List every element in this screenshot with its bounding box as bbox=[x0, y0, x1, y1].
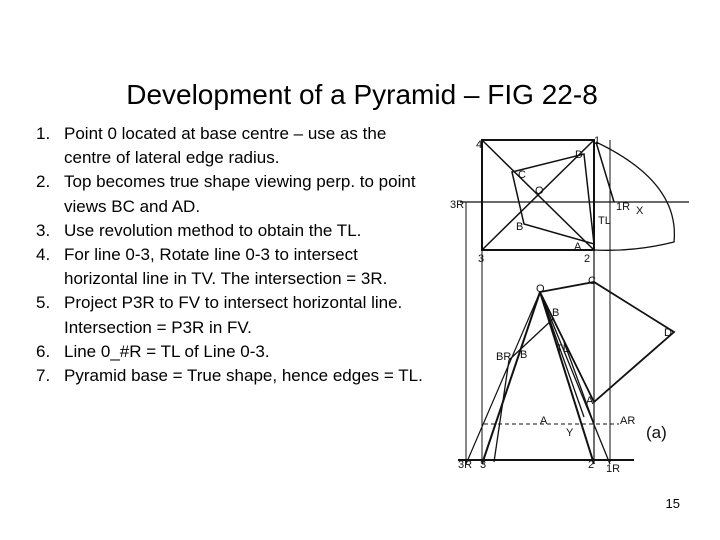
svg-text:3: 3 bbox=[478, 253, 485, 265]
step-item bbox=[34, 170, 434, 218]
svg-text:2: 2 bbox=[588, 459, 595, 471]
steps-list bbox=[34, 122, 434, 388]
top-view-inner-square bbox=[512, 154, 594, 244]
svg-text:D: D bbox=[664, 327, 672, 339]
step-text: Point 0 located at base centre – use as the centre of lateral edge radius. bbox=[64, 124, 387, 168]
step-text: Line 0_#R = TL of Line 0-3. bbox=[64, 341, 270, 361]
svg-text:3R: 3R bbox=[458, 459, 473, 471]
svg-text:O: O bbox=[535, 185, 544, 197]
step-number: 4. bbox=[36, 245, 51, 265]
svg-text:AR: AR bbox=[620, 415, 636, 427]
slide-title: Development of a Pyramid – FIG 22-8 bbox=[126, 79, 598, 110]
step-item bbox=[34, 291, 434, 339]
step-text: Use revolution method to obtain the TL. bbox=[64, 220, 362, 240]
svg-text:4: 4 bbox=[476, 139, 483, 151]
page-number: 15 bbox=[665, 496, 680, 511]
svg-text:BR: BR bbox=[496, 351, 512, 363]
svg-text:1R: 1R bbox=[606, 463, 621, 475]
svg-text:TL: TL bbox=[598, 215, 611, 227]
svg-text:1R: 1R bbox=[616, 201, 631, 213]
svg-text:TL: TL bbox=[556, 343, 569, 355]
svg-text:B: B bbox=[516, 221, 524, 233]
pyramid-drawing bbox=[444, 132, 692, 476]
step-item bbox=[34, 219, 434, 243]
svg-text:3R: 3R bbox=[450, 199, 465, 211]
step-text: Pyramid base = True shape, hence edges = TL. bbox=[64, 366, 423, 386]
svg-text:D: D bbox=[575, 149, 583, 161]
svg-text:A: A bbox=[540, 415, 548, 427]
step-text: For line 0-3, Rotate line 0-3 to intersect horizontal line in TV. The intersection = 3R. bbox=[64, 245, 388, 289]
svg-text:O: O bbox=[536, 283, 545, 295]
step-number: 2. bbox=[36, 172, 51, 192]
step-number: 6. bbox=[36, 341, 51, 361]
svg-text:Y: Y bbox=[566, 427, 574, 439]
svg-text:C: C bbox=[518, 169, 526, 181]
svg-text:A: A bbox=[574, 241, 582, 253]
step-number: 7. bbox=[36, 366, 51, 386]
step-text: Project P3R to FV to intersect horizontal line. Intersection = P3R in FV. bbox=[64, 293, 403, 337]
svg-text:B: B bbox=[520, 349, 528, 361]
front-edge-left bbox=[482, 292, 540, 464]
step-text: Top becomes true shape viewing perp. to point views BC and AD. bbox=[64, 172, 416, 216]
step-number: 1. bbox=[36, 124, 51, 143]
pyramid-development-figure bbox=[444, 132, 692, 476]
step-item bbox=[34, 243, 434, 291]
step-number: 5. bbox=[36, 293, 51, 313]
figure-caption: (a) bbox=[646, 423, 667, 442]
step-item bbox=[34, 122, 434, 170]
svg-text:3: 3 bbox=[480, 459, 487, 471]
svg-text:A: A bbox=[586, 395, 594, 407]
svg-text:B: B bbox=[552, 307, 560, 319]
svg-text:2: 2 bbox=[584, 253, 591, 265]
step-item bbox=[34, 364, 434, 388]
step-number: 3. bbox=[36, 220, 51, 240]
step-item bbox=[34, 340, 434, 364]
svg-text:X: X bbox=[636, 205, 644, 217]
svg-text:C: C bbox=[588, 275, 596, 287]
svg-text:1: 1 bbox=[594, 135, 601, 147]
